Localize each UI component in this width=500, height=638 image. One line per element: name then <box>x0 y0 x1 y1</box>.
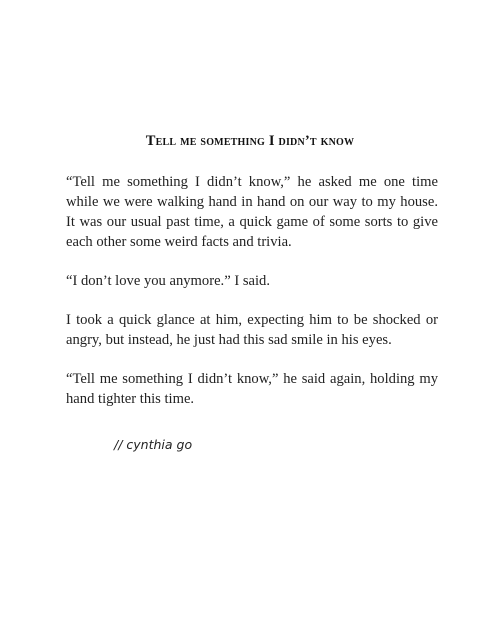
paragraph-4: “Tell me something I didn’t know,” he said again, holding my hand tighter this time. <box>66 371 438 407</box>
author-signature: // cynthia go <box>114 437 193 452</box>
paragraph-3: I took a quick glance at him, expecting him to be shocked or angry, but instead, he just had this sad smile in his eyes. <box>66 312 438 348</box>
paragraph-1: “Tell me something I didn’t know,” he asked me one time while we were walking hand in hand on our way to my house. It was our usual past time, a quick game of some sorts to give each other some weird facts and trivia. <box>66 174 438 250</box>
paragraph-2: “I don’t love you anymore.” I said. <box>66 273 270 289</box>
poem-body <box>66 172 438 428</box>
poem-title: Tell me something I didn’t know <box>145 133 355 149</box>
